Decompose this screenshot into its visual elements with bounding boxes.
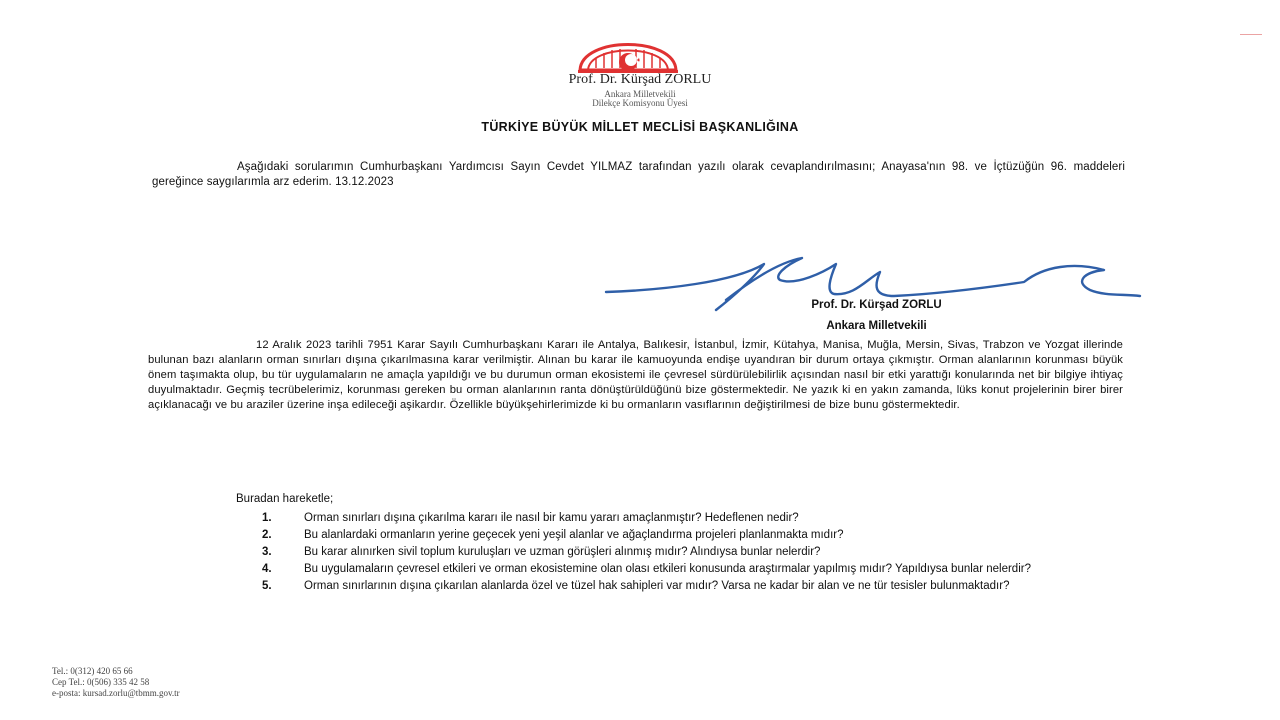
question-list [262, 511, 1122, 596]
question-number: 1. [262, 512, 272, 524]
question-item [262, 511, 1122, 525]
question-item [262, 562, 1122, 576]
sender-committee: Dilekçe Komisyonu Üyesi [592, 98, 688, 108]
question-number: 3. [262, 546, 272, 558]
question-text: Orman sınırlarının dışına çıkarılan alanlarda özel ve tüzel hak sahipleri var mıdır? Varsa ne kadar bir alan ve ne tür tesisler bulunmaktadır? [304, 580, 1010, 592]
emblem-seal [578, 45, 678, 74]
contact-block [52, 666, 180, 699]
contact-phone: Tel.: 0(312) 420 65 66 [52, 666, 133, 676]
question-text: Bu karar alınırken sivil toplum kuruluşları ve uzman görüşleri alınmış mıdır? Alındıysa bunlar nelerdir? [304, 546, 821, 558]
document-title: TÜRKİYE BÜYÜK MİLLET MECLİSİ BAŞKANLIĞINA [481, 120, 799, 134]
contact-mobile: Cep Tel.: 0(506) 335 42 58 [52, 677, 150, 687]
intro-paragraph: Aşağıdaki sorularımın Cumhurbaşkanı Yardımcısı Sayın Cevdet YILMAZ tarafından yazılı olarak cevaplandırılmasını; Anayasa'nın 98. ve İçtüzüğün 96. maddeleri gereğince saygılarımla arz ederim. 13.12.2023 [152, 161, 1125, 189]
scan-mark [1240, 34, 1262, 35]
question-item [262, 579, 1122, 593]
sender-role: Ankara Milletvekili [604, 89, 676, 99]
question-item [262, 545, 1122, 559]
question-number: 4. [262, 563, 272, 575]
sender-name: Prof. Dr. Kürşad ZORLU [568, 72, 712, 87]
body-paragraph: 12 Aralık 2023 tarihli 7951 Karar Sayılı Cumhurbaşkanı Kararı ile Antalya, Balıkesir, İstanbul, İzmir, Kütahya, Manisa, Muğla, Mersin, Sivas, Trabzon ve Yozgat illerinde bulunan bazı alanların orman sınırları dışına çıkarılmasına karar verilmiştir. Alınan bu karar ile kamuoyunda endişe uyandıran bir durum ortaya çıkmıştır. Orman alanlarının korunması büyük önem taşımakta olup, bu tür uygulamaların ne amaçla yapıldığı ve bu durumun orman ekosistemi ile çevresel sürdürülebilirlik açısından nasıl bir etki yarattığı konularında net bir bilgiye ihtiyaç duyulmaktadır. Geçmiş tecrübelerimiz, korunması gereken bu orman alanlarının ranta dönüştürüldüğünü bize göstermektedir. Ne yazık ki en yakın zamanda, lüks konut projelerinin birer birer açıklanacağı ve bu araziler üzerine inşa edileceği aşikardır. Özellikle büyükşehirlerimizde ki bu ormanların vasıflarının değiştirilmesi de bize bunu göstermektedir. [148, 339, 1123, 412]
question-text: Bu alanlardaki ormanların yerine geçecek yeni yeşil alanlar ve ağaçlandırma projeleri planlanmakta mıdır? [304, 529, 844, 541]
question-item [262, 528, 1122, 542]
questions-lead: Buradan hareketle; [236, 493, 334, 505]
question-number: 5. [262, 580, 272, 592]
question-text: Orman sınırları dışına çıkarılma kararı ile nasıl bir kamu yararı amaçlanmıştır? Hedeflenen nedir? [304, 512, 799, 524]
question-number: 2. [262, 529, 272, 541]
signature-name: Prof. Dr. Kürşad ZORLU [811, 299, 942, 311]
contact-email: e-posta: kursad.zorlu@tbmm.gov.tr [52, 688, 180, 698]
question-text: Bu uygulamaların çevresel etkileri ve orman ekosistemine olan olası etkileri konusunda araştırmalar yapılmış mıdır? Yapıldıysa bunlar nelerdir? [304, 563, 1031, 575]
signature-title: Ankara Milletvekili [826, 320, 927, 332]
